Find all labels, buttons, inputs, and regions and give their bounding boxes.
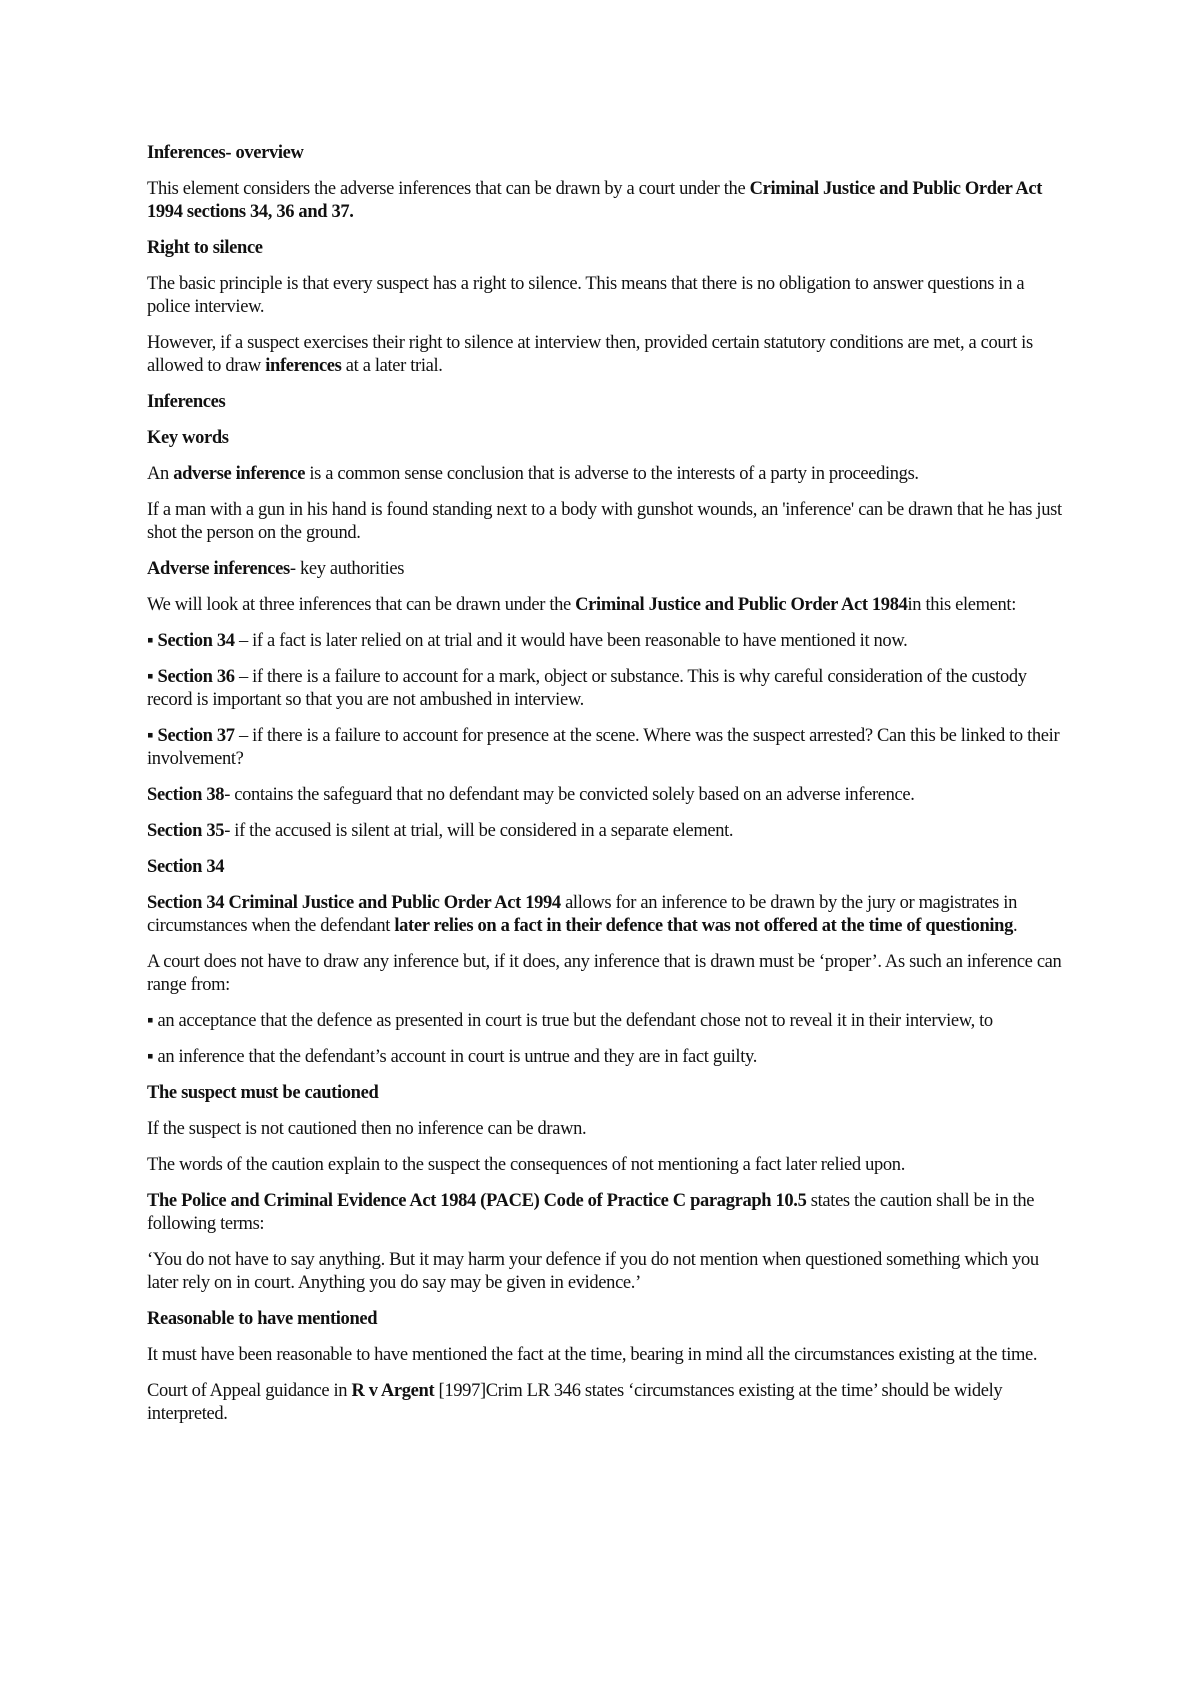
paragraph-pace: [147, 1190, 1067, 1236]
paragraph-gun-example: If a man with a gun in his hand is found standing next to a body with gunshot wounds, an 'inference' can be drawn that he has just shot the person on the ground.: [147, 500, 1062, 543]
section-36-label: Section 36: [157, 667, 235, 687]
list-item-section-34: [147, 630, 1067, 653]
paragraph-section-38: [147, 784, 1067, 807]
paragraph-caution-quote: ‘You do not have to say anything. But it may harm your defence if you do not mention when questioned something which you later rely on in court. Anything you do say may be given in evidence.’: [147, 1250, 1039, 1293]
section-38-label: Section 38: [147, 785, 225, 805]
heading-adverse-inferences: [147, 558, 1067, 581]
argent-case: R v Argent: [351, 1381, 435, 1401]
pace-reference: The Police and Criminal Evidence Act 1984 (PACE) Code of Practice C paragraph 10.5: [147, 1191, 807, 1211]
paragraph-adverse-definition: [147, 463, 1067, 486]
section-34-end: .: [1013, 916, 1018, 936]
definition-rest: is a common sense conclusion that is adverse to the interests of a party in proceedings.: [305, 464, 919, 484]
section-34-label: Section 34: [157, 631, 235, 651]
definition-start: An: [147, 464, 174, 484]
paragraph-not-cautioned: If the suspect is not cautioned then no inference can be drawn.: [147, 1119, 587, 1139]
bullet-icon: ▪: [147, 1047, 154, 1067]
section-34-statute: Section 34 Criminal Justice and Public Order Act 1994: [147, 893, 561, 913]
overview-statute: Criminal Justice and Public Order Act 1994 sections 34, 36 and 37.: [147, 179, 1043, 222]
three-start: We will look at three inferences that can be drawn under the: [147, 595, 576, 615]
paragraph-three-inferences: [147, 594, 1067, 617]
heading-inferences-overview: Inferences- overview: [147, 143, 304, 163]
heading-key-words: Key words: [147, 428, 229, 448]
paragraph-overview: [147, 178, 1067, 224]
definition-term: adverse inference: [173, 464, 306, 484]
bullet-icon: ▪: [147, 667, 154, 687]
acceptance-text: an acceptance that the defence as presented in court is true but the defendant chose not to reveal it in their interview, to: [157, 1011, 993, 1031]
paragraph-reasonable: It must have been reasonable to have mentioned the fact at the time, bearing in mind all the circumstances existing at the time.: [147, 1345, 1038, 1365]
paragraph-court-discretion: A court does not have to draw any inference but, if it does, any inference that is drawn must be ‘proper’. As such an inference can range from:: [147, 952, 1062, 995]
section-38-text: - contains the safeguard that no defendant may be convicted solely based on an adverse inference.: [224, 785, 915, 805]
list-item-section-36: [147, 666, 1067, 712]
pace-text: states the caution shall be in the following terms:: [147, 1191, 1035, 1234]
untrue-text: an inference that the defendant’s account in court is untrue and they are in fact guilty.: [157, 1047, 757, 1067]
bullet-icon: ▪: [147, 1011, 154, 1031]
overview-text: This element considers the adverse inferences that can be drawn by a court under the: [147, 179, 750, 199]
adverse-inferences-rest: - key authorities: [289, 559, 405, 579]
list-item-untrue: [147, 1046, 1067, 1069]
section-35-label: Section 35: [147, 821, 225, 841]
heading-right-to-silence: Right to silence: [147, 238, 263, 258]
section-35-text: - if the accused is silent at trial, will be considered in a separate element.: [224, 821, 734, 841]
heading-reasonable: Reasonable to have mentioned: [147, 1309, 378, 1329]
paragraph-section-35: [147, 820, 1067, 843]
section-34-condition: later relies on a fact in their defence that was not offered at the time of questioning: [394, 916, 1014, 936]
heading-section-34: Section 34: [147, 857, 225, 877]
heading-inferences: Inferences: [147, 392, 226, 412]
paragraph-right-principle: The basic principle is that every suspect has a right to silence. This means that there is no obligation to answer questions in a police interview.: [147, 274, 1025, 317]
three-statute: Criminal Justice and Public Order Act 1984: [575, 595, 908, 615]
bullet-icon: ▪: [147, 726, 154, 746]
document-page: [147, 142, 1067, 1439]
section-34-text: – if a fact is later relied on at trial and it would have been reasonable to have mentioned it now.: [234, 631, 908, 651]
paragraph-argent: [147, 1380, 1067, 1426]
heading-suspect-cautioned: The suspect must be cautioned: [147, 1083, 379, 1103]
however-inferences: inferences: [265, 356, 342, 376]
section-36-text: – if there is a failure to account for a mark, object or substance. This is why careful consideration of the custody record is important so that you are not ambushed in interview.: [147, 667, 1027, 710]
argent-rest: [1997]Crim LR 346 states ‘circumstances existing at the time’ should be widely interpreted.: [147, 1381, 1003, 1424]
three-end: in this element:: [907, 595, 1016, 615]
paragraph-caution-words: The words of the caution explain to the suspect the consequences of not mentioning a fact later relied upon.: [147, 1155, 905, 1175]
however-end: at a later trial.: [341, 356, 443, 376]
adverse-inferences-bold: Adverse inferences: [147, 559, 290, 579]
section-34-allows: allows for an inference to be drawn by the jury or magistrates in circumstances when the defendant: [147, 893, 1017, 936]
argent-start: Court of Appeal guidance in: [147, 1381, 352, 1401]
section-37-label: Section 37: [157, 726, 235, 746]
section-37-text: – if there is a failure to account for presence at the scene. Where was the suspect arrested? Can this be linked to their involvement?: [147, 726, 1060, 769]
list-item-acceptance: [147, 1010, 1067, 1033]
however-text: However, if a suspect exercises their right to silence at interview then, provided certain statutory conditions are met, a court is allowed to draw: [147, 333, 1033, 376]
paragraph-section-34-detail: [147, 892, 1067, 938]
bullet-icon: ▪: [147, 631, 154, 651]
list-item-section-37: [147, 725, 1067, 771]
paragraph-right-however: [147, 332, 1067, 378]
